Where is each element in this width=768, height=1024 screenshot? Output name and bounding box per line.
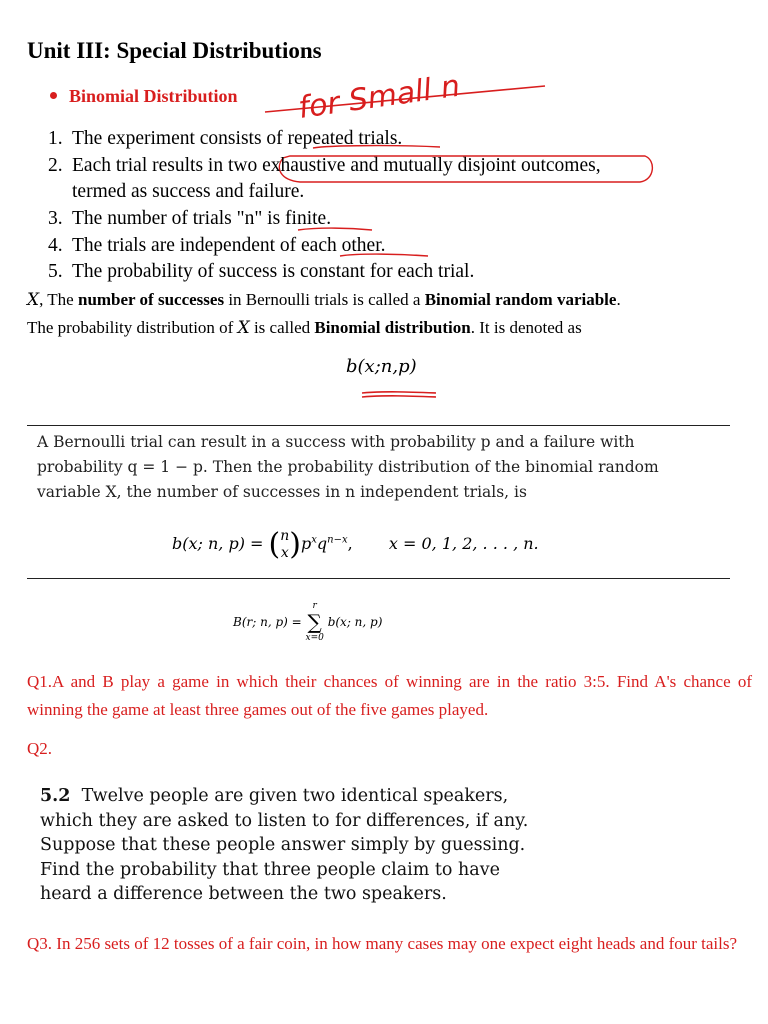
box-top-rule bbox=[27, 425, 730, 426]
question-3: Q3. In 256 sets of 12 tosses of a fair coin, in how many cases may one expect eight heads and four tails? bbox=[27, 934, 738, 953]
annotation-arrow-line bbox=[265, 86, 545, 112]
definition-line-2: The probability distribution of X is called Binomial distribution. It is denoted as bbox=[27, 318, 582, 338]
page-title: Unit III: Special Distributions bbox=[27, 38, 322, 63]
exercise-line-2: which they are asked to listen to for differences, if any. bbox=[40, 810, 529, 831]
question-1: Q1.A and B play a game in which their chances of winning are in the ratio 3:5. Find A's chance of winning the game at least three games out of the five games played. bbox=[27, 672, 752, 719]
condition-3: 3. The number of trials "n" is finite. bbox=[48, 208, 332, 229]
underline-notation-2 bbox=[362, 396, 436, 397]
box-line-3: variable X, the number of successes in n independent trials, is bbox=[37, 483, 527, 501]
exercise-line-4: Find the probability that three people claim to have bbox=[40, 859, 500, 880]
binom-paren-right: ) bbox=[289, 527, 301, 562]
question-2-label: Q2. bbox=[27, 739, 53, 758]
box-line-2: probability q = 1 − p. Then the probability distribution of the binomial random bbox=[37, 458, 659, 476]
condition-1: 1. The experiment consists of repeated trials. bbox=[48, 128, 403, 149]
cumulative-formula: B(r; n, p) = r ∑ x=0 b(x; n, p) bbox=[233, 601, 383, 643]
binomial-notation: b(x;n,p) bbox=[346, 356, 417, 377]
section-bullet bbox=[50, 86, 238, 107]
summation: r ∑ x=0 bbox=[305, 601, 324, 643]
box-line-1: A Bernoulli trial can result in a success with probability p and a failure with bbox=[37, 433, 635, 451]
definition-line-1: X, The number of successes in Bernoulli trials is called a Binomial random variable. bbox=[27, 290, 621, 310]
condition-2: 2. Each trial results in two exhaustive and mutually disjoint outcomes, termed as success and failure. bbox=[48, 155, 601, 202]
bullet-label: Binomial Distribution bbox=[69, 86, 238, 106]
exercise-line-3: Suppose that these people answer simply by guessing. bbox=[40, 835, 526, 855]
sigma-symbol: ∑ bbox=[307, 610, 322, 634]
condition-4: 4. The trials are independent of each other. bbox=[48, 235, 386, 256]
binomial-coefficient: n x bbox=[280, 527, 290, 561]
binom-paren-left: ( bbox=[268, 527, 281, 562]
exercise-5-2 bbox=[40, 784, 580, 907]
condition-5: 5. The probability of success is constant for each trial. bbox=[48, 261, 475, 282]
annotation-text: for Small n bbox=[296, 68, 463, 126]
exercise-line-5: heard a difference between the two speakers. bbox=[40, 884, 447, 904]
underline-notation-1 bbox=[362, 392, 436, 393]
bullet-dot bbox=[50, 92, 57, 99]
box-bottom-rule bbox=[27, 578, 730, 579]
exercise-line-1: 5.2 Twelve people are given two identical speakers, bbox=[40, 786, 509, 806]
binomial-pmf-formula: b(x; n, p) = ( n x )$p^xq^{n-x}$, x = 0, 1, 2, . . . , n. bbox=[172, 527, 539, 562]
